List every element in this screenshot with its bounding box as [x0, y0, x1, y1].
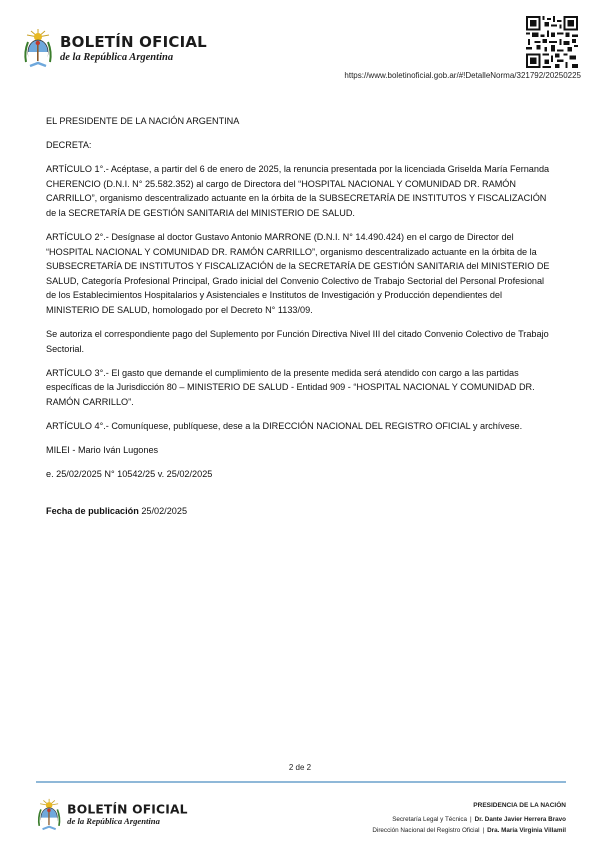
- decreta-line: DECRETA:: [46, 140, 92, 151]
- footer-line-1-name: Dr. Dante Javier Herrera Bravo: [474, 815, 566, 823]
- signatories: MILEI - Mario Iván Lugones: [46, 445, 159, 456]
- footer-heading: PRESIDENCIA DE LA NACIÓN: [473, 802, 566, 809]
- footer-line-2: [372, 825, 566, 837]
- footer-line-2-name: Dra. María Virginia Villamil: [487, 827, 566, 834]
- footer-logo-subtitle: de la República Argentina: [67, 817, 160, 827]
- article-2-supplement: Se autoriza el correspondiente pago del Suplemento por Función Directiva Nivel III del citado Convenio Colectivo de Trabajo Sectorial.: [46, 329, 549, 354]
- footer-line-2-label: Dirección Nacional del Registro Oficial: [372, 827, 480, 834]
- page-number: 2 de 2: [288, 763, 312, 772]
- article-4: ARTÍCULO 4°.- Comuníquese, publíquese, dese a la DIRECCIÓN NACIONAL DEL REGISTRO OFICIAL y archívese.: [46, 421, 523, 432]
- document-url[interactable]: https://www.boletinoficial.gob.ar/#!DetalleNorma/321792/20250225: [344, 71, 581, 80]
- footer-divider: [36, 781, 566, 783]
- footer-separator: |: [470, 815, 472, 823]
- coat-of-arms-icon: [36, 798, 62, 832]
- article-3: ARTÍCULO 3°.- El gasto que demande el cumplimiento de la presente medida será atendido con cargo a las partidas específicas de la Jurisdicción 80 – MINISTERIO DE SALUD - Entidad 909 - “HOSPITAL NACIONAL Y COMUNIDAD DR. RAMÓN CARRILLO”.: [46, 367, 535, 407]
- footer-separator: |: [482, 827, 485, 834]
- issuer-line: EL PRESIDENTE DE LA NACIÓN ARGENTINA: [46, 116, 240, 126]
- publication-date-line: [46, 504, 554, 519]
- boletin-oficial-footer-logo: [36, 798, 188, 832]
- coat-of-arms-icon: [22, 28, 54, 70]
- decree-body: [46, 114, 554, 528]
- logo-title: BOLETÍN OFICIAL: [60, 32, 207, 51]
- article-1: ARTÍCULO 1°.- Acéptase, a partir del 6 de enero de 2025, la renuncia presentada por la licenciada Griselda María Fernanda CHERENCIO (D.N.I. N° 25.582.352) al cargo de Directora del “HOSPITAL NACIONAL Y COMUNIDAD DR. RAMÓN CARRILLO”, organismo descentralizado actuante en la órbita de la SUBSECRETARÍA DE INSTITUTOS Y FISCALIZACIÓN de la SECRETARÍA DE GESTIÓN SANITARIA del MINISTERIO DE SALUD.: [46, 164, 550, 218]
- footer-logo-title: BOLETÍN OFICIAL: [67, 801, 188, 817]
- qr-code-icon: [526, 16, 578, 68]
- article-2: ARTÍCULO 2°.- Desígnase al doctor Gustavo Antonio MARRONE (D.N.I. N° 14.490.424) en el cargo de Director del “HOSPITAL NACIONAL Y COMUNIDAD DR. RAMÓN CARRILLO”, organismo descentralizado actuante en la órbita de la SUBSECRETARÍA DE INSTITUTOS Y FISCALIZACIÓN de la SECRETARÍA DE GESTIÓN SANITARIA del MINISTERIO DE SALUD, Categoría Profesional Principal, Grado inicial del Convenio Colectivo de Trabajo Sectorial del Personal Profesional de los Establecimientos Hospitalarios y Asistenciales e Institutos de Investigación y Producción dependientes del MINISTERIO DE SALUD, homologado por el Decreto N° 1133/09.: [46, 232, 550, 316]
- footer-line-1-label: Secretaría Legal y Técnica: [392, 815, 467, 823]
- boletin-oficial-logo: [22, 28, 207, 70]
- publication-date-label: Fecha de publicación: [46, 505, 139, 516]
- publication-reference: e. 25/02/2025 N° 10542/25 v. 25/02/2025: [46, 469, 213, 480]
- logo-subtitle: de la República Argentina: [60, 51, 174, 63]
- footer-credits: [372, 800, 566, 837]
- publication-date-value: 25/02/2025: [141, 505, 188, 516]
- footer-line-1: [372, 814, 566, 826]
